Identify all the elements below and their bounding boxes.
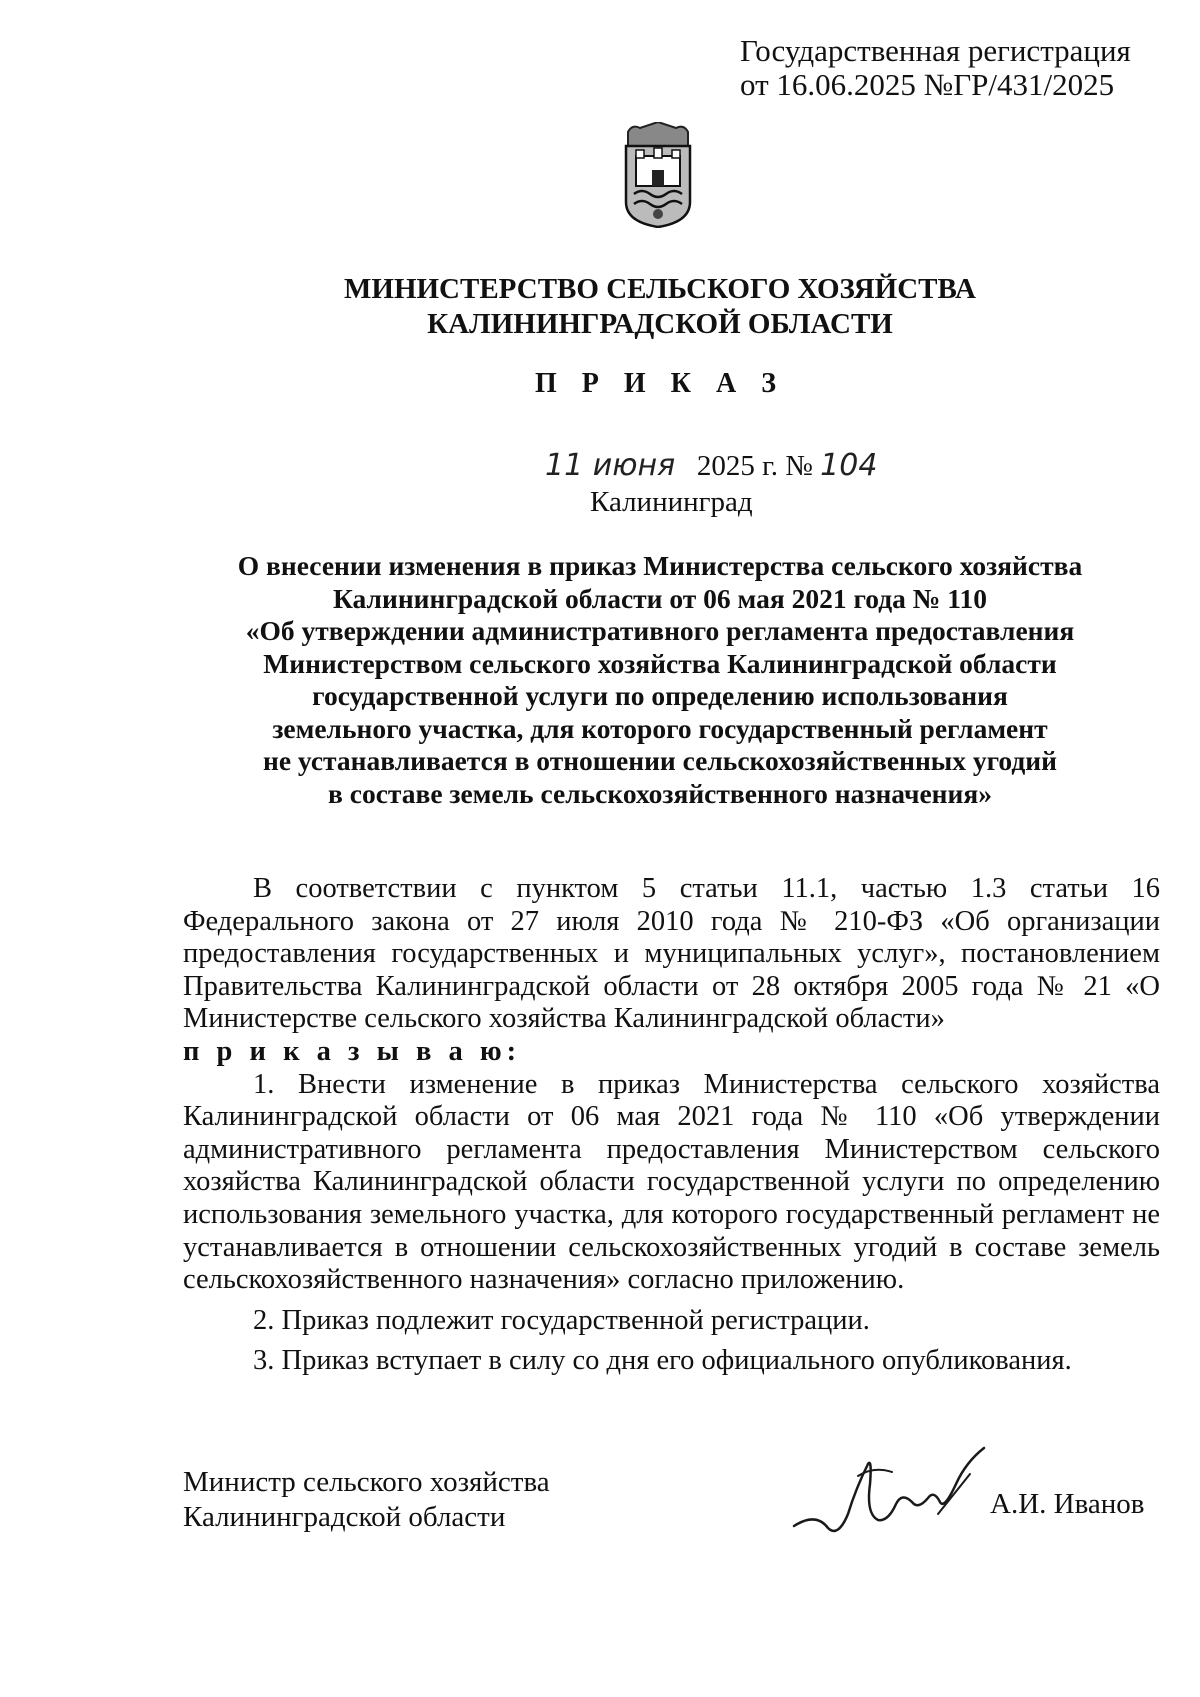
signatory-name: А.И. Иванов <box>990 1488 1145 1520</box>
document-type: П Р И К А З <box>535 368 785 399</box>
item-2-paragraph: 2. Приказ подлежит государственной регистрации. <box>253 1304 870 1336</box>
title-line: «Об утверждении административного регламента предоставления <box>245 615 1075 646</box>
title-line: Министерством сельского хозяйства Калининградской области <box>263 647 1057 679</box>
position-line-1: Министр сельского хозяйства <box>183 1466 550 1498</box>
title-line: О внесении изменения в приказ Министерства сельского хозяйства <box>237 550 1083 581</box>
registration-stamp <box>740 34 1131 102</box>
title-line: Калининградской области от 06 мая 2021 года № 110 <box>332 582 987 614</box>
order-year: 2025 г. № <box>696 450 813 482</box>
coat-of-arms-icon <box>618 122 698 228</box>
registration-line-2: от 16.06.2025 №ГР/431/2025 <box>740 67 1115 102</box>
order-title <box>150 550 1170 810</box>
prikazyvayu-word: п р и к а з ы в а ю: <box>183 1035 522 1067</box>
position-line-2: Калининградской области <box>183 1501 506 1533</box>
order-city: Калининград <box>590 486 753 518</box>
handwritten-signature-icon <box>788 1444 998 1544</box>
ministry-line-1: МИНИСТЕРСТВО СЕЛЬСКОГО ХОЗЯЙСТВА <box>344 273 976 305</box>
ministry-line-2: КАЛИНИНГРАДСКОЙ ОБЛАСТИ <box>427 308 893 340</box>
item-1-paragraph: 1. Внести изменение в приказ Министерства сельского хозяйства Калининградской области от 06 мая 2021 года № 110 «Об утверждении административного регламента предоставления Министерством сельского хозяйства Калининградской области государственной услуги по определению использования земельного участка, для которого государственный регламент не устанавливается в отношении сельскохозяйственных угодий в составе земель сельскохозяйственного назначения» согласно приложению. <box>183 1068 1160 1296</box>
title-line: земельного участка, для которого государственный регламент <box>272 712 1048 744</box>
item-3-paragraph: 3. Приказ вступает в силу со дня его официального опубликования. <box>253 1345 1072 1377</box>
title-line: в составе земель сельскохозяйственного назначения» <box>328 777 992 809</box>
title-line: не устанавливается в отношении сельскохозяйственных угодий <box>262 745 1057 776</box>
preamble-paragraph: В соответствии с пунктом 5 статьи 11.1, частью 1.3 статьи 16 Федерального закона от 27 июля 2010 года № 210-ФЗ «Об организации предоставления государственных и муниципальных услуг», постановлением Правительства Калининградской области от 28 октября 2005 года № 21 «О Министерстве сельского хозяйства Калининградской области» <box>183 873 1160 1035</box>
ministry-heading <box>0 272 1200 342</box>
registration-line-1: Государственная регистрация <box>740 33 1131 68</box>
signatory-position <box>183 1465 550 1535</box>
order-date-line <box>545 448 877 483</box>
title-line: государственной услуги по определению использования <box>312 680 1008 711</box>
order-body <box>183 873 1160 1378</box>
handwritten-number: 104 <box>820 448 878 483</box>
handwritten-date: 11 июня <box>545 448 676 483</box>
